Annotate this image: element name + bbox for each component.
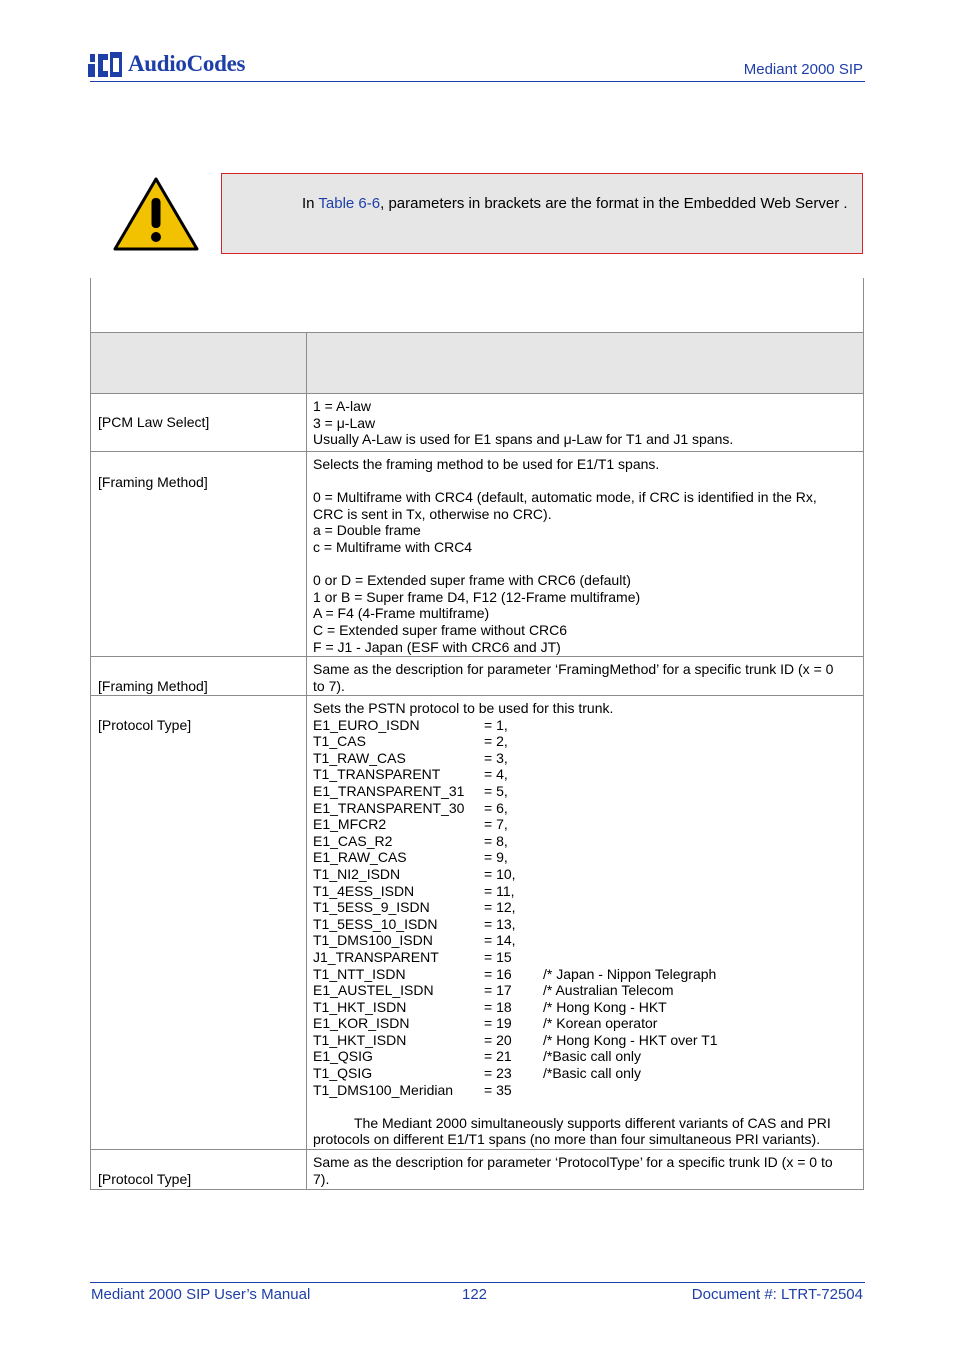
parameter-description bbox=[313, 661, 853, 694]
parameter-description bbox=[313, 1154, 853, 1187]
table-reference-link[interactable]: Table 6-6 bbox=[318, 195, 381, 212]
protocol-row bbox=[313, 1048, 853, 1065]
description-line: protocols on different E1/T1 spans (no more than four simultaneous PRI variants). bbox=[313, 1131, 821, 1148]
protocol-value: = 9, bbox=[484, 849, 508, 866]
protocol-name: T1_DMS100_ISDN bbox=[313, 932, 433, 949]
protocol-name: T1_DMS100_Meridian bbox=[313, 1081, 454, 1098]
parameter-name: [PCM Law Select] bbox=[98, 414, 210, 430]
protocol-name: T1_RAW_CAS bbox=[313, 749, 406, 766]
protocol-value: = 21 bbox=[484, 1048, 512, 1065]
protocol-name: T1_5ESS_9_ISDN bbox=[313, 899, 430, 916]
protocol-value: = 20 bbox=[484, 1031, 512, 1048]
protocol-name: E1_TRANSPARENT_30 bbox=[313, 799, 465, 816]
protocol-value: = 35 bbox=[484, 1081, 512, 1098]
audiocodes-logo bbox=[88, 48, 245, 80]
logo-text: AudioCodes bbox=[128, 51, 246, 76]
protocol-row bbox=[313, 966, 853, 983]
description-line bbox=[313, 473, 853, 490]
protocol-row bbox=[313, 949, 853, 966]
protocol-name: T1_QSIG bbox=[313, 1065, 373, 1082]
protocol-value: = 10, bbox=[484, 865, 516, 882]
description-line: The Mediant 2000 simultaneously supports different variants of CAS and PRI bbox=[354, 1114, 831, 1131]
protocol-row bbox=[313, 833, 853, 850]
protocol-list bbox=[313, 717, 853, 1099]
description-line: A = F4 (4-Frame multiframe) bbox=[313, 605, 490, 622]
protocol-row bbox=[313, 733, 853, 750]
protocol-name: T1_NI2_ISDN bbox=[313, 865, 401, 882]
protocol-name: E1_KOR_ISDN bbox=[313, 1015, 410, 1032]
table-divider bbox=[91, 656, 863, 657]
protocol-comment: /*Basic call only bbox=[543, 1065, 642, 1082]
protocol-value: = 15 bbox=[484, 948, 512, 965]
protocol-row bbox=[313, 783, 853, 800]
description-line: Same as the description for parameter ‘FramingMethod’ for a specific trunk ID (x = 0 bbox=[313, 661, 834, 677]
protocol-row bbox=[313, 883, 853, 900]
protocol-name: E1_QSIG bbox=[313, 1048, 373, 1065]
parameter-name: [Protocol Type] bbox=[98, 717, 192, 733]
description-line: to 7). bbox=[313, 677, 345, 694]
protocol-name: E1_TRANSPARENT_31 bbox=[313, 782, 465, 799]
protocol-name: E1_EURO_ISDN bbox=[313, 716, 420, 733]
header-title: Mediant 2000 SIP bbox=[743, 61, 863, 78]
protocol-value: = 23 bbox=[484, 1065, 512, 1082]
parameters-table bbox=[90, 278, 864, 1190]
protocol-value: = 3, bbox=[484, 749, 508, 766]
header-divider bbox=[90, 81, 865, 82]
protocol-row bbox=[313, 766, 853, 783]
parameter-description bbox=[313, 700, 853, 1148]
blank-line bbox=[313, 1098, 853, 1115]
protocol-value: = 19 bbox=[484, 1015, 512, 1032]
protocol-name: T1_4ESS_ISDN bbox=[313, 882, 415, 899]
table-divider bbox=[91, 451, 863, 452]
parameter-description bbox=[313, 456, 853, 655]
protocol-row bbox=[313, 750, 853, 767]
protocol-name: E1_RAW_CAS bbox=[313, 849, 407, 866]
protocol-name: E1_AUSTEL_ISDN bbox=[313, 982, 434, 999]
protocol-value: = 17 bbox=[484, 982, 512, 999]
protocol-row bbox=[313, 1065, 853, 1082]
protocol-row bbox=[313, 916, 853, 933]
protocol-name: E1_CAS_R2 bbox=[313, 832, 393, 849]
table-column-divider bbox=[306, 332, 307, 1189]
description-line: 3 = μ-Law bbox=[313, 414, 376, 431]
description-line: 1 or B = Super frame D4, F12 (12-Frame multiframe) bbox=[313, 588, 641, 605]
protocol-comment: /* Hong Kong - HKT over T1 bbox=[543, 1031, 718, 1048]
protocol-row bbox=[313, 1015, 853, 1032]
table-divider bbox=[91, 695, 863, 696]
protocol-row bbox=[313, 717, 853, 734]
note-text bbox=[302, 193, 855, 215]
note-prefix: In bbox=[302, 195, 319, 212]
page-number: 122 bbox=[462, 1286, 488, 1303]
protocol-name: T1_NTT_ISDN bbox=[313, 965, 406, 982]
description-line: 0 = Multiframe with CRC4 (default, automatic mode, if CRC is identified in the Rx, bbox=[313, 489, 817, 506]
table-divider bbox=[91, 393, 863, 394]
note-body: , parameters in brackets are the format in the Embedded Web Server bbox=[380, 195, 840, 212]
warning-icon bbox=[113, 176, 199, 252]
description-line: Selects the framing method to be used for E1/T1 spans. bbox=[313, 456, 660, 472]
description-line: 7). bbox=[313, 1170, 330, 1187]
footer-divider bbox=[90, 1282, 865, 1283]
table-divider bbox=[91, 1149, 863, 1150]
description-line: Same as the description for parameter ‘ProtocolType’ for a specific trunk ID (x = 0 to bbox=[313, 1154, 833, 1170]
protocol-comment: /*Basic call only bbox=[543, 1048, 642, 1065]
table-divider bbox=[91, 332, 863, 333]
protocol-name: T1_TRANSPARENT bbox=[313, 766, 441, 783]
protocol-comment: /* Hong Kong - HKT bbox=[543, 998, 667, 1015]
protocol-row bbox=[313, 932, 853, 949]
protocol-comment: /* Japan - Nippon Telegraph bbox=[543, 965, 717, 982]
description-line: F = J1 - Japan (ESF with CRC6 and JT) bbox=[313, 638, 561, 655]
protocol-value: = 8, bbox=[484, 832, 508, 849]
protocol-row bbox=[313, 1032, 853, 1049]
protocol-row bbox=[313, 800, 853, 817]
protocol-name: E1_MFCR2 bbox=[313, 816, 387, 833]
protocol-row bbox=[313, 1082, 853, 1099]
description-line: CRC is sent in Tx, otherwise no CRC). bbox=[313, 505, 552, 522]
protocol-row bbox=[313, 982, 853, 999]
note-suffix: . bbox=[839, 195, 848, 212]
parameter-name: [Framing Method] bbox=[98, 474, 208, 490]
protocol-row bbox=[313, 999, 853, 1016]
description-line: Usually A-Law is used for E1 spans and μ-Law for T1 and J1 spans. bbox=[313, 431, 734, 448]
audiocodes-logo-icon bbox=[88, 50, 124, 78]
description-line: Sets the PSTN protocol to be used for this trunk. bbox=[313, 700, 614, 716]
description-line: a = Double frame bbox=[313, 522, 421, 539]
protocol-row bbox=[313, 816, 853, 833]
protocol-value: = 13, bbox=[484, 915, 516, 932]
protocol-row bbox=[313, 849, 853, 866]
description-line: 1 = A-law bbox=[313, 398, 371, 414]
description-line: c = Multiframe with CRC4 bbox=[313, 538, 473, 555]
protocol-comment: /* Korean operator bbox=[543, 1015, 658, 1032]
protocol-comment: /* Australian Telecom bbox=[543, 982, 674, 999]
parameter-name: [Framing Method] bbox=[98, 678, 208, 694]
protocol-value: = 11, bbox=[484, 882, 515, 899]
parameter-description bbox=[313, 398, 853, 448]
protocol-value: = 12, bbox=[484, 899, 516, 916]
protocol-value: = 5, bbox=[484, 782, 508, 799]
protocol-row bbox=[313, 899, 853, 916]
protocol-name: T1_CAS bbox=[313, 733, 366, 750]
description-line: 0 or D = Extended super frame with CRC6 (default) bbox=[313, 572, 631, 589]
protocol-value: = 16 bbox=[484, 965, 512, 982]
protocol-value: = 7, bbox=[484, 816, 508, 833]
footer-manual-title: Mediant 2000 SIP User’s Manual bbox=[91, 1286, 311, 1303]
note-box bbox=[221, 173, 863, 254]
protocol-name: T1_HKT_ISDN bbox=[313, 1031, 407, 1048]
protocol-name: J1_TRANSPARENT bbox=[313, 948, 439, 965]
protocol-row bbox=[313, 866, 853, 883]
protocol-name: T1_5ESS_10_ISDN bbox=[313, 915, 438, 932]
protocol-value: = 6, bbox=[484, 799, 508, 816]
protocol-value: = 4, bbox=[484, 766, 508, 783]
protocol-name: T1_HKT_ISDN bbox=[313, 998, 407, 1015]
protocol-value: = 14, bbox=[484, 932, 516, 949]
table-header-row bbox=[91, 333, 863, 393]
protocol-value: = 18 bbox=[484, 998, 512, 1015]
parameter-name: [Protocol Type] bbox=[98, 1171, 192, 1187]
description-line: C = Extended super frame without CRC6 bbox=[313, 621, 568, 638]
document-number: Document #: LTRT-72504 bbox=[691, 1286, 863, 1303]
description-line bbox=[313, 556, 853, 573]
protocol-value: = 1, bbox=[484, 716, 508, 733]
protocol-value: = 2, bbox=[484, 733, 508, 750]
